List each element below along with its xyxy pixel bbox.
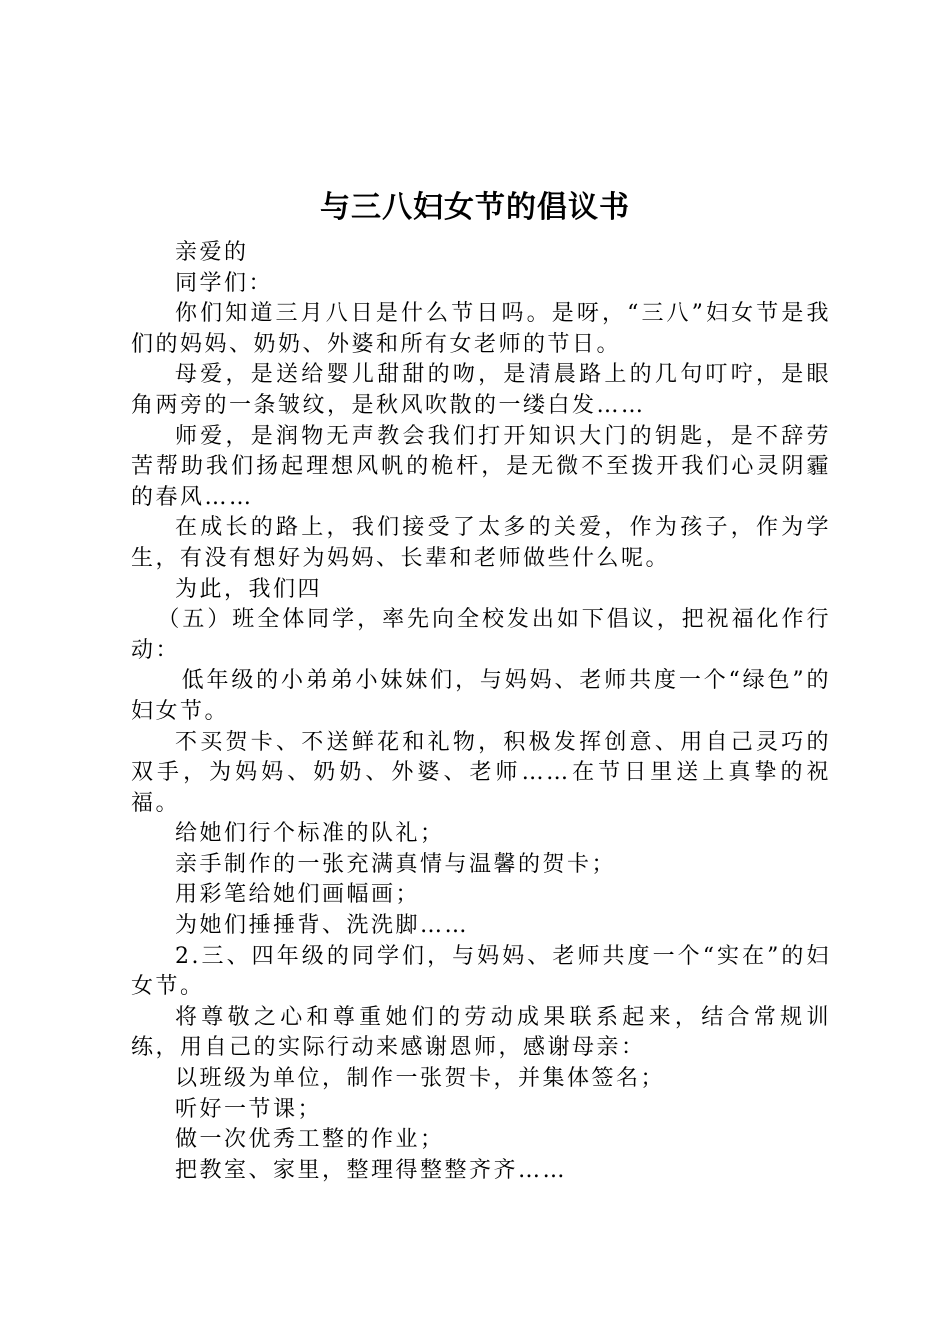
list-item: 为她们捶捶背、洗洗脚…… xyxy=(175,913,470,939)
list-item: 把教室、家里，整理得整整齐齐…… xyxy=(175,1157,568,1183)
paragraph: 你们知道三月八日是什么节日吗。是呀，“三八”妇女节是我们的妈妈、奶奶、外婆和所有女老师的节日。 xyxy=(131,301,831,357)
paragraph: 为此，我们四 xyxy=(175,576,323,602)
paragraph: 将尊敬之心和尊重她们的劳动成果联系起来，结合常规训练，用自己的实际行动来感谢恩师，感谢母亲： xyxy=(131,1004,831,1061)
paragraph: 2.三、四年级的同学们，与妈妈、老师共度一个“实在”的妇女节。 xyxy=(131,943,831,1000)
paragraph: 低年级的小弟弟小妹妹们，与妈妈、老师共度一个“绿色”的妇女节。 xyxy=(131,668,831,724)
list-item: 用彩笔给她们画幅画； xyxy=(175,882,421,908)
list-item: 听好一节课； xyxy=(175,1096,323,1122)
list-item: 亲手制作的一张充满真情与温馨的贺卡； xyxy=(175,851,617,877)
document-body xyxy=(131,238,831,1186)
paragraph: 师爱，是润物无声教会我们打开知识大门的钥匙，是不辞劳苦帮助我们扬起理想风帆的桅杆，是无微不至拨开我们心灵阴霾的春风…… xyxy=(131,423,831,510)
paragraph: 不买贺卡、不送鲜花和礼物，积极发挥创意、用自己灵巧的双手，为妈妈、奶奶、外婆、老师……在节日里送上真挚的祝福。 xyxy=(131,729,831,816)
paragraph: （五）班全体同学，率先向全校发出如下倡议，把祝福化作行动： xyxy=(131,607,831,663)
paragraph: 母爱，是送给婴儿甜甜的吻，是清晨路上的几句叮咛，是眼角两旁的一条皱纹，是秋风吹散的一缕白发…… xyxy=(131,362,831,418)
paragraph-salutation-2: 同学们： xyxy=(175,270,274,296)
paragraph-salutation-1: 亲爱的 xyxy=(175,240,249,265)
list-item: 做一次优秀工整的作业； xyxy=(175,1127,445,1153)
document-title: 与三八妇女节的倡议书 xyxy=(320,190,630,225)
list-item: 给她们行个标准的队礼； xyxy=(175,821,445,847)
list-item: 以班级为单位，制作一张贺卡，并集体签名； xyxy=(175,1066,666,1092)
paragraph: 在成长的路上，我们接受了太多的关爱，作为孩子，作为学生，有没有想好为妈妈、长辈和老师做些什么呢。 xyxy=(131,515,831,571)
